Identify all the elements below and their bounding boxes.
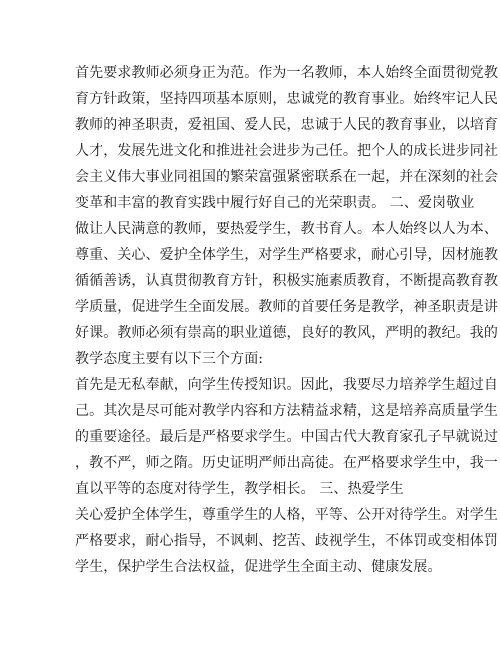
text-line: 会主义伟大事业同祖国的繁荣富强紧密联系在一起，并在深刻的社会 [75,169,498,185]
text-line: 变革和丰富的教育实践中履行好自己的光荣职责。 二、爱岗敬业 [75,195,475,211]
text-line: 做让人民满意的教师，要热爱学生，教书育人。本人始终以人为本、 [75,221,498,237]
text-line: 的重要途径。最后是严格要求学生。中国古代大教育家孔子早就说过 [75,429,498,445]
text-line: 学生，保护学生合法权益，促进学生全面主动、健康发展。 [75,559,442,575]
text-line: 人才，发展先进文化和推进社会进步为己任。把个人的成长进步同社 [75,143,498,159]
text-line: 循循善诱，认真贯彻教育方针，积极实施素质教育，不断提高教育教 [75,273,498,289]
text-line: 直以平等的态度对待学生，教学相长。 三、热爱学生 [75,481,404,497]
text-line: 严格要求，耐心指导，不讽刺、挖苦、歧视学生，不体罚或变相体罚 [75,533,498,549]
text-line: 首先要求教师必须身正为范。作为一名教师，本人始终全面贯彻党教 [75,65,498,81]
text-line: 学质量，促进学生全面发展。教师的首要任务是教学，神圣职责是讲 [75,299,498,315]
text-line: 教师的神圣职责，爱祖国、爱人民，忠诚于人民的教育事业，以培育 [75,117,498,133]
text-line: 关心爱护全体学生，尊重学生的人格，平等、公开对待学生。对学生 [75,507,498,523]
text-line: 好课。教师必须有崇高的职业道德，良好的教风，严明的教纪。我的 [75,325,498,341]
text-line: 教学态度主要有以下三个方面: [75,351,264,367]
text-line: ，教不严，师之隋。历史证明严师出高徒。在严格要求学生中，我一 [75,455,498,471]
text-line: 首先是无私奉献，向学生传授知识。因此，我要尽力培养学生超过自 [75,377,498,393]
text-line: 尊重、关心、爱护全体学生，对学生严格要求，耐心引导，因材施教 [75,247,498,263]
text-line: 育方针政策，坚持四项基本原则，忠诚党的教育事业。始终牢记人民 [75,91,498,107]
text-line: 己。其次是尽可能对教学内容和方法精益求精，这是培养高质量学生 [75,403,498,419]
